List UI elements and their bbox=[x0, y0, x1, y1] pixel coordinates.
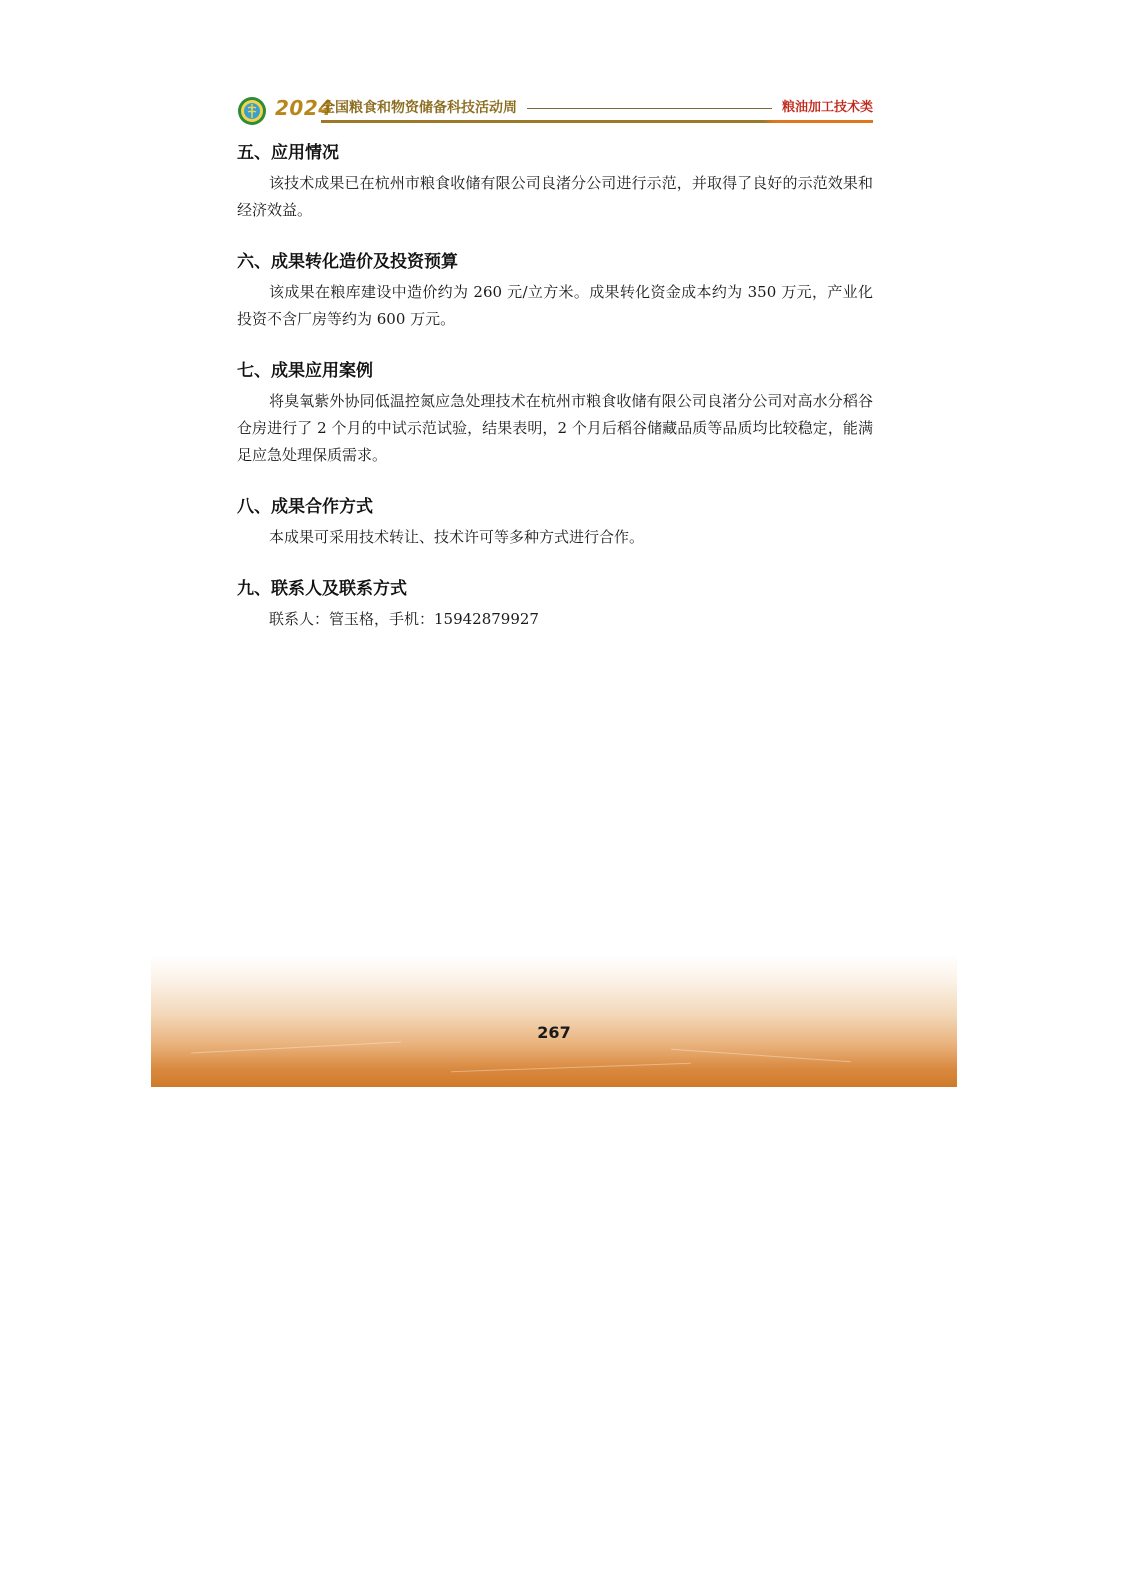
section-title: 八、成果合作方式 bbox=[237, 497, 373, 517]
section-paragraph: 将臭氧紫外协同低温控氮应急处理技术在杭州市粮食收储有限公司良渚分公司对高水分稻谷仓房进行了 2 个月的中试示范试验，结果表明，2 个月后稻谷储藏品质等品质均比较稳定，能满足应急处理保质需求。 bbox=[237, 392, 873, 464]
section-application bbox=[237, 140, 873, 224]
section-title: 六、成果转化造价及投资预算 bbox=[237, 252, 458, 272]
page-number: 267 bbox=[537, 1023, 571, 1042]
grain-emblem-icon bbox=[237, 96, 267, 126]
section-paragraph: 该成果在粮库建设中造价约为 260 元/立方米。成果转化资金成本约为 350 万元，产业化投资不含厂房等约为 600 万元。 bbox=[237, 283, 873, 328]
footer-decoration bbox=[451, 1063, 691, 1072]
footer-decoration bbox=[671, 1049, 851, 1063]
section-title: 九、联系人及联系方式 bbox=[237, 579, 407, 599]
section-cooperation bbox=[237, 494, 873, 551]
header-category: 粮油加工技术类 bbox=[781, 100, 873, 115]
section-paragraph: 该技术成果已在杭州市粮食收储有限公司良渚分公司进行示范，并取得了良好的示范效果和经济效益。 bbox=[237, 174, 873, 219]
header-title: 全国粮食和物资储备科技活动周 bbox=[321, 100, 517, 116]
section-title: 七、成果应用案例 bbox=[237, 361, 373, 381]
header-year: 2024 bbox=[275, 96, 333, 120]
header-underline bbox=[321, 120, 873, 123]
section-paragraph: 本成果可采用技术转让、技术许可等多种方式进行合作。 bbox=[269, 528, 645, 546]
section-case bbox=[237, 358, 873, 469]
section-title: 五、应用情况 bbox=[237, 143, 339, 163]
footer-decoration bbox=[191, 1042, 401, 1054]
section-paragraph: 联系人：管玉格，手机：15942879927 bbox=[269, 610, 539, 628]
footer-band bbox=[151, 955, 957, 1087]
section-cost-budget bbox=[237, 249, 873, 333]
section-contact bbox=[237, 576, 873, 633]
page-header bbox=[237, 93, 873, 123]
header-divider bbox=[527, 108, 772, 109]
